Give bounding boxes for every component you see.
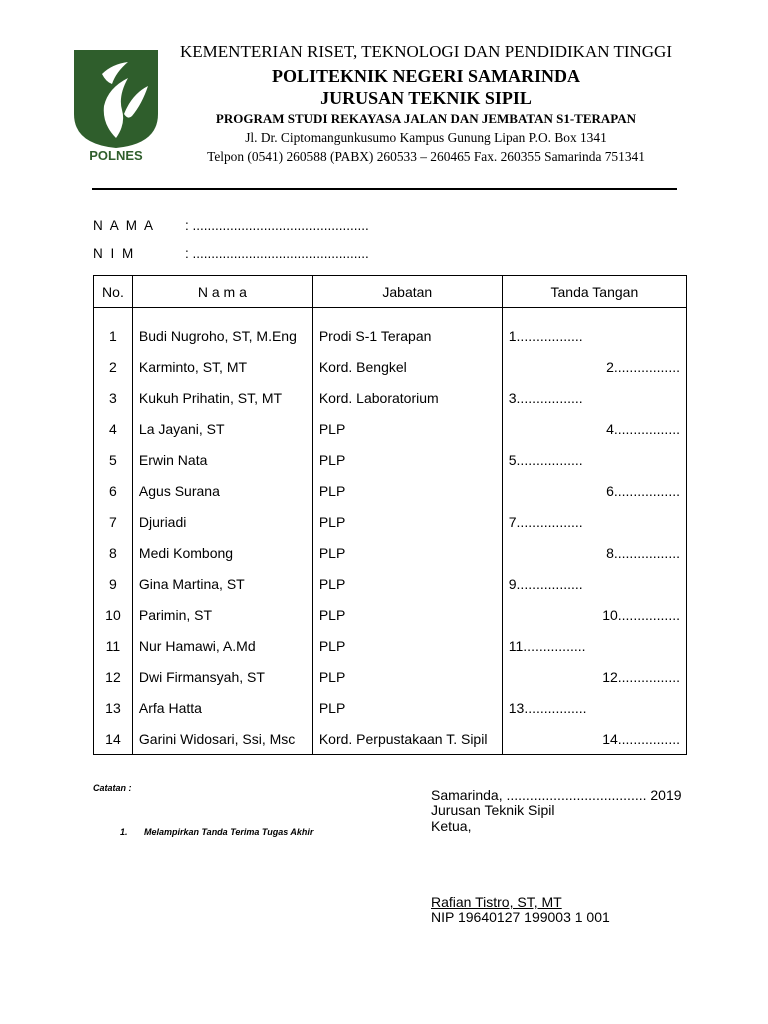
cell-nama: Djuriadi <box>132 506 312 537</box>
cell-nama: Nur Hamawi, A.Md <box>132 630 312 661</box>
address-line: Jl. Dr. Ciptomangunkusumo Kampus Gunung Lipan P.O. Box 1341 <box>245 130 607 145</box>
sign-role: Ketua, <box>431 818 472 834</box>
table-row <box>94 413 687 444</box>
table-row <box>94 568 687 599</box>
nama-value: : ............................................... <box>185 218 369 233</box>
cell-tanda-tangan: 3................. <box>502 382 686 413</box>
phone-line: Telpon (0541) 260588 (PABX) 260533 – 260465 Fax. 260355 Samarinda 751341 <box>207 149 645 164</box>
nim-value: : ............................................... <box>185 246 369 261</box>
cell-nama: Parimin, ST <box>132 599 312 630</box>
cell-nama: Gina Martina, ST <box>132 568 312 599</box>
cell-no: 3 <box>94 382 133 413</box>
table-row <box>94 320 687 351</box>
logo-text: POLNES <box>89 148 143 162</box>
header-no: No. <box>94 276 133 308</box>
cell-tanda-tangan: 2................. <box>502 351 686 382</box>
table-row <box>94 692 687 723</box>
table-row <box>94 506 687 537</box>
cell-tanda-tangan: 6................. <box>502 475 686 506</box>
institution-name: POLITEKNIK NEGERI SAMARINDA <box>271 66 581 86</box>
cell-no: 13 <box>94 692 133 723</box>
table-row <box>94 382 687 413</box>
sign-nip: NIP 19640127 199003 1 001 <box>431 909 610 925</box>
cell-no: 8 <box>94 537 133 568</box>
cell-tanda-tangan: 7................. <box>502 506 686 537</box>
cell-no: 2 <box>94 351 133 382</box>
cell-tanda-tangan: 13................ <box>502 692 686 723</box>
notes-item-text: Melampirkan Tanda Terima Tugas Akhir <box>144 827 314 837</box>
table-row <box>94 599 687 630</box>
header-jabatan: Jabatan <box>312 276 502 308</box>
cell-no: 12 <box>94 661 133 692</box>
cell-jabatan: Prodi S-1 Terapan <box>312 320 502 351</box>
cell-tanda-tangan: 14................ <box>502 723 686 755</box>
cell-nama: Erwin Nata <box>132 444 312 475</box>
cell-nama: Karminto, ST, MT <box>132 351 312 382</box>
cell-no: 7 <box>94 506 133 537</box>
cell-nama: La Jayani, ST <box>132 413 312 444</box>
cell-jabatan: PLP <box>312 537 502 568</box>
table-header-row <box>94 276 687 308</box>
cell-no: 4 <box>94 413 133 444</box>
table-row <box>94 351 687 382</box>
cell-tanda-tangan: 9................. <box>502 568 686 599</box>
header-divider <box>92 188 677 190</box>
cell-jabatan: Kord. Bengkel <box>312 351 502 382</box>
cell-no: 11 <box>94 630 133 661</box>
cell-no: 9 <box>94 568 133 599</box>
program-name: PROGRAM STUDI REKAYASA JALAN DAN JEMBATAN S1-TERAPAN <box>215 111 637 126</box>
table-row <box>94 723 687 755</box>
sign-unit: Jurusan Teknik Sipil <box>431 802 555 818</box>
cell-no: 10 <box>94 599 133 630</box>
cell-nama: Arfa Hatta <box>132 692 312 723</box>
cell-nama: Garini Widosari, Ssi, Msc <box>132 723 312 755</box>
cell-jabatan: Kord. Perpustakaan T. Sipil <box>312 723 502 755</box>
header-tanda-tangan: Tanda Tangan <box>502 276 686 308</box>
cell-nama: Kukuh Prihatin, ST, MT <box>132 382 312 413</box>
notes-item <box>120 827 313 837</box>
cell-tanda-tangan: 12................ <box>502 661 686 692</box>
cell-no: 6 <box>94 475 133 506</box>
header-nama: N a m a <box>132 276 312 308</box>
cell-nama: Medi Kombong <box>132 537 312 568</box>
sign-name: Rafian Tistro, ST, MT <box>431 894 562 910</box>
table-row <box>94 630 687 661</box>
department-name: JURUSAN TEKNIK SIPIL <box>320 88 532 108</box>
cell-jabatan: PLP <box>312 630 502 661</box>
cell-tanda-tangan: 4................. <box>502 413 686 444</box>
cell-tanda-tangan: 11................ <box>502 630 686 661</box>
cell-jabatan: PLP <box>312 475 502 506</box>
cell-tanda-tangan: 1................. <box>502 320 686 351</box>
cell-jabatan: PLP <box>312 661 502 692</box>
table-spacer-row <box>94 308 687 321</box>
cell-nama: Agus Surana <box>132 475 312 506</box>
cell-no: 1 <box>94 320 133 351</box>
table-row <box>94 475 687 506</box>
sign-place-date: Samarinda, .................................... 2019 <box>431 787 682 803</box>
cell-tanda-tangan: 5................. <box>502 444 686 475</box>
cell-jabatan: PLP <box>312 568 502 599</box>
cell-jabatan: PLP <box>312 413 502 444</box>
nim-label: N I M <box>93 246 136 261</box>
nama-label: N A M A <box>93 218 156 233</box>
signature-table <box>93 275 687 755</box>
ministry-name: KEMENTERIAN RISET, TEKNOLOGI DAN PENDIDIKAN TINGGI <box>180 42 672 61</box>
cell-jabatan: PLP <box>312 506 502 537</box>
nim-field <box>93 246 369 261</box>
cell-no: 5 <box>94 444 133 475</box>
cell-nama: Dwi Firmansyah, ST <box>132 661 312 692</box>
nama-field <box>93 218 369 233</box>
table-row <box>94 661 687 692</box>
notes-item-number: 1. <box>120 827 128 837</box>
cell-jabatan: PLP <box>312 599 502 630</box>
cell-jabatan: Kord. Laboratorium <box>312 382 502 413</box>
table-row <box>94 444 687 475</box>
table-row <box>94 537 687 568</box>
cell-jabatan: PLP <box>312 692 502 723</box>
cell-jabatan: PLP <box>312 444 502 475</box>
cell-tanda-tangan: 10................ <box>502 599 686 630</box>
cell-no: 14 <box>94 723 133 755</box>
cell-nama: Budi Nugroho, ST, M.Eng <box>132 320 312 351</box>
notes-title: Catatan : <box>93 783 132 793</box>
cell-tanda-tangan: 8................. <box>502 537 686 568</box>
